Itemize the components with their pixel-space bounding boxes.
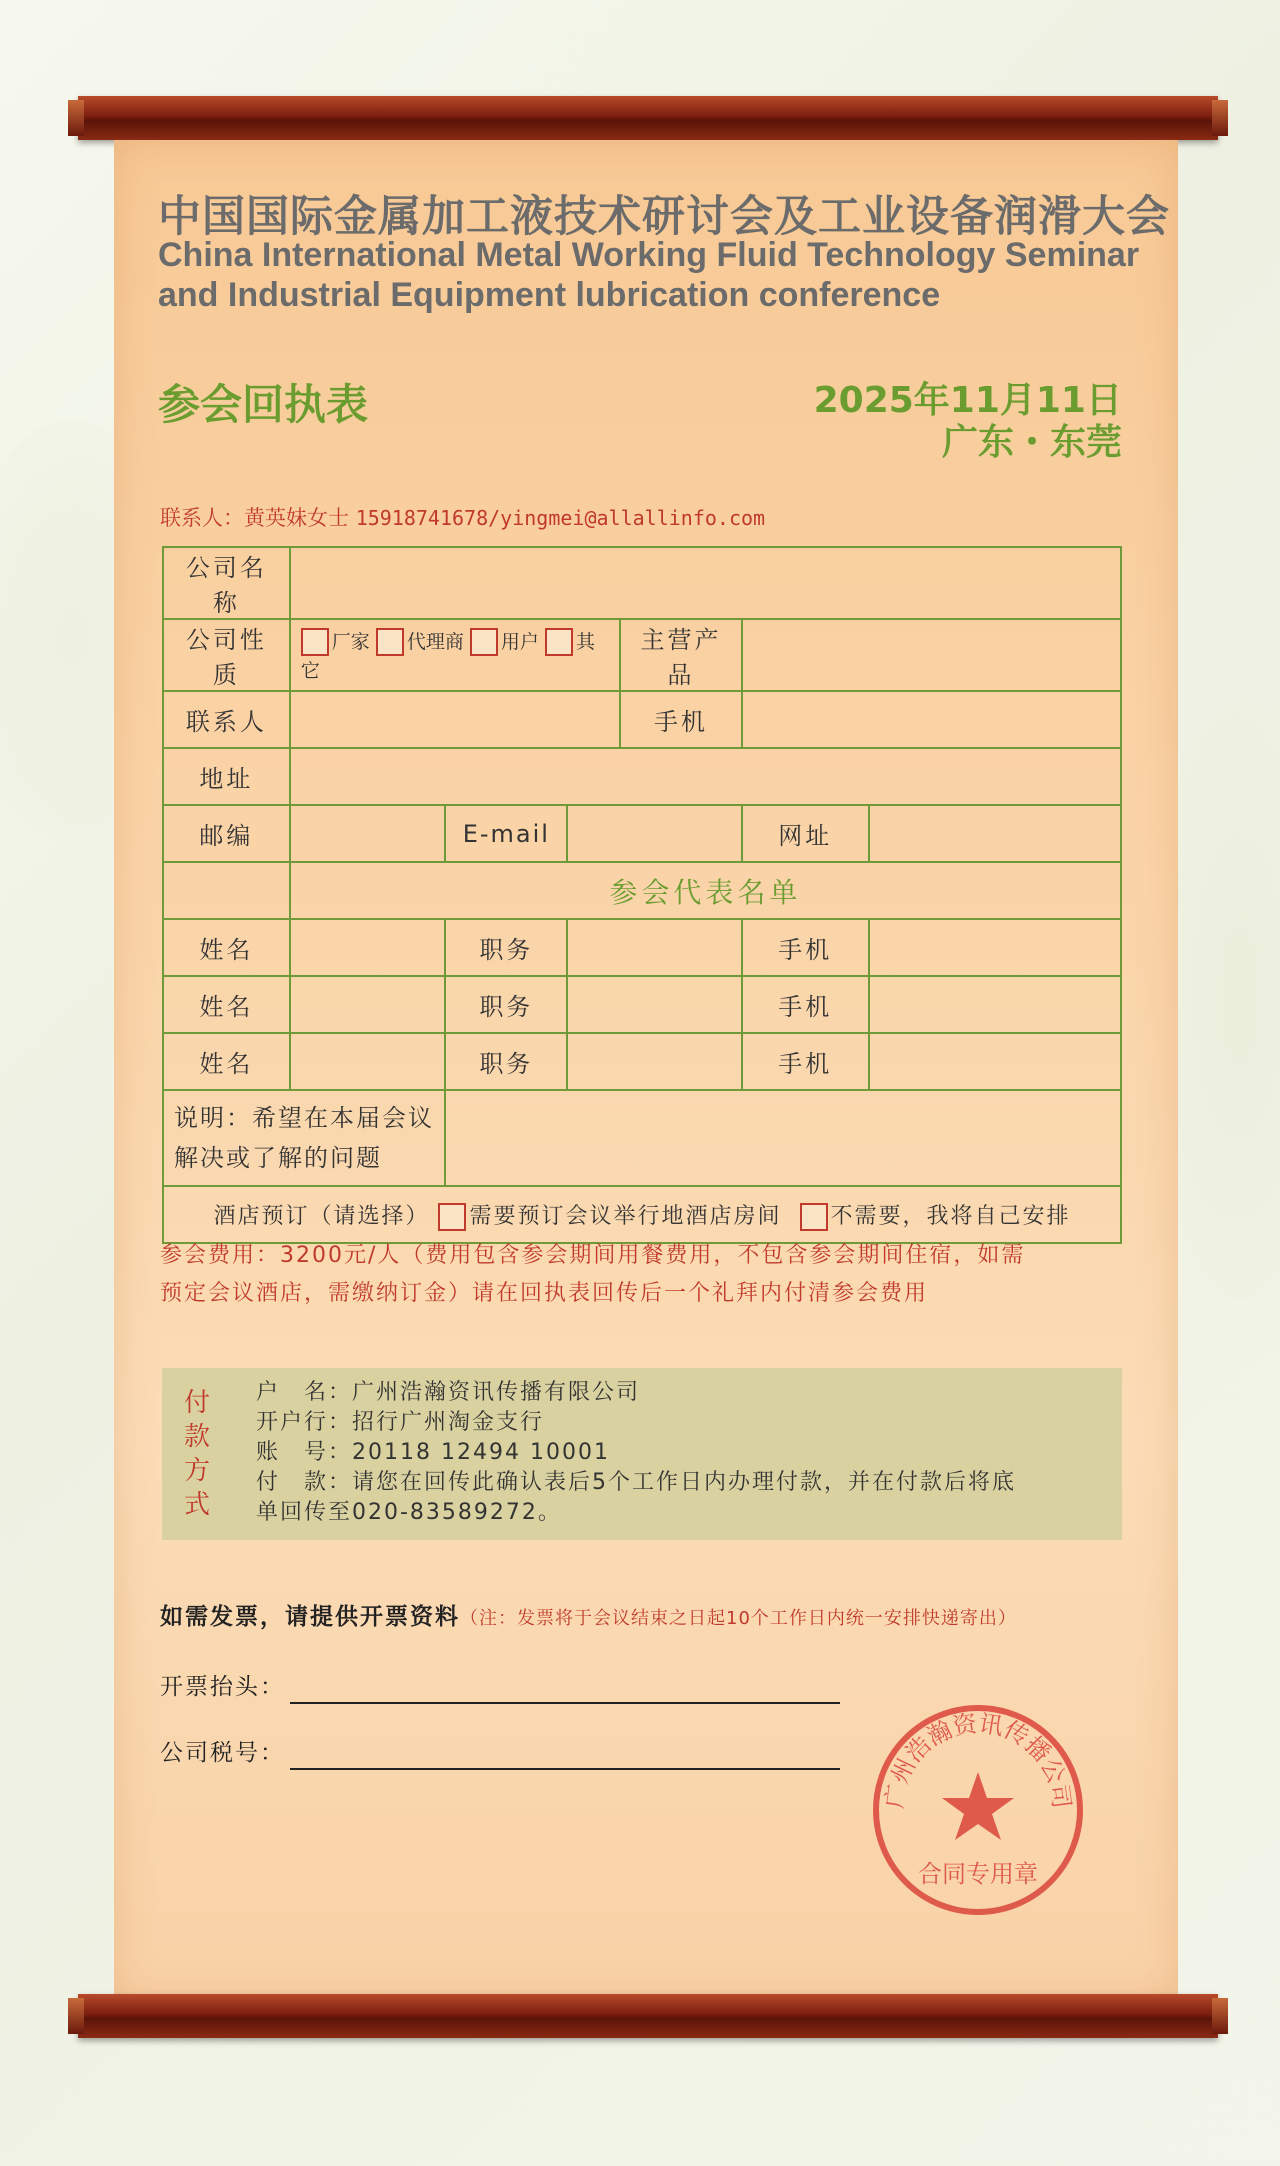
invoice-heading-row <box>160 1598 1017 1631</box>
payment-method-line1: 付 款：请您在回传此确认表后5个工作日内办理付款，并在付款后将底 <box>256 1470 1016 1495</box>
delegate-name-field[interactable] <box>290 1033 446 1090</box>
delegate-position-label: 职务 <box>445 976 567 1033</box>
payment-details <box>256 1378 1016 1528</box>
form-title: 参会回执表 <box>158 380 369 429</box>
delegate-position-field[interactable] <box>567 919 742 976</box>
notes-field[interactable] <box>445 1090 1121 1186</box>
website-label: 网址 <box>742 805 869 862</box>
title-chinese: 中国国际金属加工液技术研讨会及工业设备润滑大会 <box>158 192 1170 242</box>
option-other: 其它 <box>300 630 595 683</box>
delegate-position-label: 职务 <box>445 1033 567 1090</box>
invoice-title-field[interactable] <box>290 1702 840 1704</box>
contact-label: 联系人：黄英妹女士 <box>160 506 349 530</box>
main-products-field[interactable] <box>742 619 1121 691</box>
checkbox-other[interactable] <box>545 628 573 656</box>
fee-line2: 预定会议酒店，需缴纳订金）请在回执表回传后一个礼拜内付清参会费用 <box>160 1281 929 1306</box>
company-type-label: 公司性质 <box>163 619 290 691</box>
hotel-label: 酒店预订（请选择） <box>213 1203 430 1229</box>
main-products-label: 主营产品 <box>620 619 742 691</box>
payment-title: 付款方式 <box>183 1388 210 1520</box>
scroll-top-rod <box>78 96 1218 140</box>
event-date: 2025年11月11日 <box>813 380 1122 421</box>
delegate-mobile-label: 手机 <box>742 976 869 1033</box>
website-field[interactable] <box>869 805 1121 862</box>
checkbox-agent[interactable] <box>376 628 404 656</box>
notes-label-line1: 说明：希望在本届会议 <box>174 1104 434 1132</box>
delegate-mobile-label: 手机 <box>742 1033 869 1090</box>
delegate-mobile-field[interactable] <box>869 976 1121 1033</box>
event-location: 广东・东莞 <box>941 422 1122 463</box>
contact-person-label: 联系人 <box>163 691 290 748</box>
delegate-name-label: 姓名 <box>163 919 290 976</box>
contact-person-field[interactable] <box>290 691 620 748</box>
registration-table <box>162 546 1122 1244</box>
notes-label-line2: 解决或了解的问题 <box>174 1144 382 1172</box>
postcode-label: 邮编 <box>163 805 290 862</box>
seal-type-text: 合同专用章 <box>918 1860 1038 1888</box>
notes-label <box>163 1090 445 1186</box>
title-english-line1: China International Metal Working Fluid Technology Seminar <box>158 236 1140 274</box>
delegate-mobile-label: 手机 <box>742 919 869 976</box>
hotel-option-needed: 需要预订会议举行地酒店房间 <box>469 1203 782 1229</box>
contact-line <box>160 502 765 532</box>
option-user: 用户 <box>500 630 539 653</box>
contact-mobile-field[interactable] <box>742 691 1121 748</box>
postcode-field[interactable] <box>290 805 446 862</box>
scroll-bottom-rod <box>78 1994 1218 2038</box>
email-field[interactable] <box>567 805 742 862</box>
tax-id-label: 公司税号： <box>160 1740 285 1766</box>
delegate-name-field[interactable] <box>290 976 446 1033</box>
payment-account-number: 账 号：20118 12494 10001 <box>256 1440 610 1465</box>
seal-company-text: 广州浩瀚资讯传播公司 <box>880 1709 1076 1811</box>
payment-account-name: 户 名：广州浩瀚资讯传播有限公司 <box>256 1380 641 1405</box>
invoice-note: （注：发票将于会议结束之日起10个工作日内统一安排快递寄出） <box>460 1608 1017 1629</box>
invoice-heading: 如需发票，请提供开票资料 <box>160 1604 460 1630</box>
delegate-name-field[interactable] <box>290 919 446 976</box>
delegate-position-label: 职务 <box>445 919 567 976</box>
checkbox-manufacturer[interactable] <box>301 628 329 656</box>
address-label: 地址 <box>163 748 290 805</box>
delegate-name-label: 姓名 <box>163 1033 290 1090</box>
hotel-row <box>163 1186 1121 1243</box>
contact-mobile-label: 手机 <box>620 691 742 748</box>
option-agent: 代理商 <box>406 630 464 653</box>
email-label: E-mail <box>445 805 567 862</box>
delegate-mobile-field[interactable] <box>869 1033 1121 1090</box>
delegates-header: 参会代表名单 <box>290 862 1121 919</box>
fee-line1: 参会费用：3200元/人（费用包含参会期间用餐费用，不包含参会期间住宿，如需 <box>160 1243 1026 1268</box>
address-field[interactable] <box>290 748 1121 805</box>
company-name-field[interactable] <box>290 547 1121 619</box>
company-name-label: 公司名称 <box>163 547 290 619</box>
checkbox-hotel-needed[interactable] <box>438 1203 466 1231</box>
option-manufacturer: 厂家 <box>331 630 370 653</box>
checkbox-user[interactable] <box>470 628 498 656</box>
hotel-option-not-needed: 不需要，我将自己安排 <box>830 1203 1071 1229</box>
payment-bank: 开户行：招行广州淘金支行 <box>256 1410 545 1435</box>
delegate-mobile-field[interactable] <box>869 919 1121 976</box>
payment-method-line2: 单回传至020-83589272。 <box>256 1500 562 1525</box>
payment-box <box>162 1368 1122 1540</box>
delegate-position-field[interactable] <box>567 976 742 1033</box>
company-type-options <box>290 619 620 691</box>
invoice-title-label: 开票抬头： <box>160 1674 285 1700</box>
company-seal <box>868 1700 1088 1920</box>
delegate-name-label: 姓名 <box>163 976 290 1033</box>
delegates-empty-cell <box>163 862 290 919</box>
checkbox-hotel-not-needed[interactable] <box>800 1203 828 1231</box>
contact-info: 15918741678/yingmei@allallinfo.com <box>355 506 766 530</box>
delegate-position-field[interactable] <box>567 1033 742 1090</box>
title-english-line2: and Industrial Equipment lubrication conference <box>158 276 941 314</box>
tax-id-field[interactable] <box>290 1768 840 1770</box>
